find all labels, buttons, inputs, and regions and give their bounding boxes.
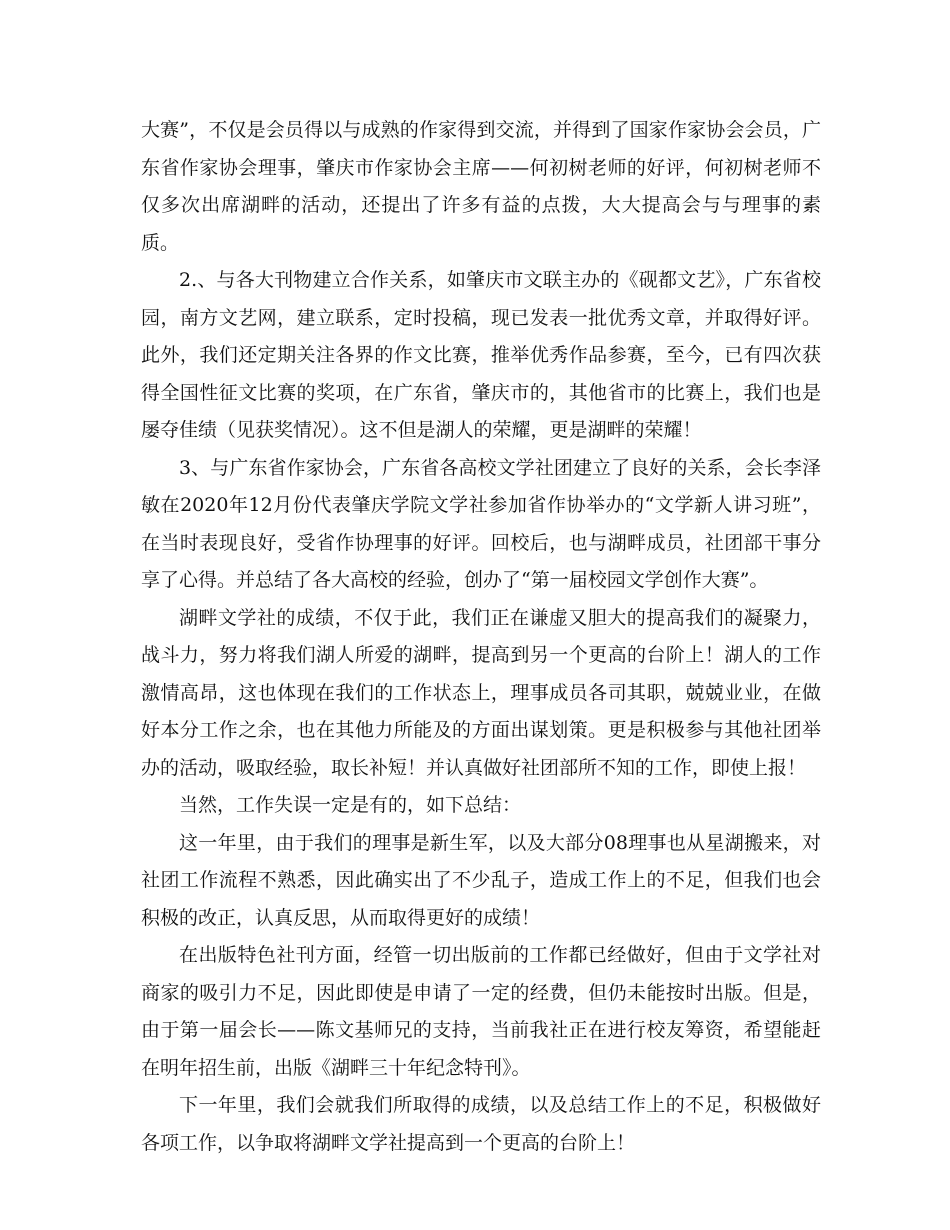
paragraph-1: 大赛”，不仅是会员得以与成熟的作家得到交流，并得到了国家作家协会会员，广东省作家协会理事，肇庆市作家协会主席——何初树老师的好评，何初树老师不仅多次出席湖畔的活动，还提出了许多有益的点拨，大大提高会与与理事的素质。 — [141, 119, 821, 254]
paragraph-8: 下一年里，我们会就我们所取得的成绩，以及总结工作上的不足，积极做好各项工作，以争取将湖畔文学社提高到一个更高的台阶上！ — [141, 1094, 821, 1154]
paragraph-7: 在出版特色社刊方面，经管一切出版前的工作都已经做好，但由于文学社对商家的吸引力不足，因此即使是申请了一定的经费，但仍未能按时出版。但是，由于第一届会长——陈文基师兄的支持，当前我社正在进行校友筹资，希望能赶在明年招生前，出版《湖畔三十年纪念特刊》。 — [141, 944, 821, 1079]
paragraph-6: 这一年里，由于我们的理事是新生军，以及大部分08理事也从星湖搬来，对社团工作流程不熟悉，因此确实出了不少乱子，造成工作上的不足，但我们也会积极的改正，认真反思，从而取得更好的成绩！ — [141, 831, 821, 929]
paragraph-4: 湖畔文学社的成绩，不仅于此，我们正在谦虚又胆大的提高我们的凝聚力，战斗力，努力将我们湖人所爱的湖畔，提高到另一个更高的台阶上！湖人的工作激情高昂，这也体现在我们的工作状态上，理事成员各司其职，兢兢业业，在做好本分工作之余，也在其他力所能及的方面出谋划策。更是积极参与其他社团举办的活动，吸取经验，取长补短！并认真做好社团部所不知的工作，即使上报！ — [141, 606, 821, 779]
paragraph-3: 3、与广东省作家协会，广东省各高校文学社团建立了良好的关系，会长李泽敏在2020年12月份代表肇庆学院文学社参加省作协举办的“文学新人讲习班”，在当时表现良好，受省作协理事的好评。回校后，也与湖畔成员，社团部干事分享了心得。并总结了各大高校的经验，创办了“第一届校园文学创作大赛”。 — [141, 456, 821, 591]
paragraph-2: 2.、与各大刊物建立合作关系，如肇庆市文联主办的《砚都文艺》，广东省校园，南方文艺网，建立联系，定时投稿，现已发表一批优秀文章，并取得好评。此外，我们还定期关注各界的作文比赛，推举优秀作品参赛，至今，已有四次获得全国性征文比赛的奖项，在广东省，肇庆市的，其他省市的比赛上，我们也是屡夺佳绩（见获奖情况）。这不但是湖人的荣耀，更是湖畔的荣耀！ — [141, 269, 821, 441]
document-body — [141, 112, 821, 1162]
paragraph-5: 当然，工作失误一定是有的，如下总结： — [179, 794, 522, 816]
